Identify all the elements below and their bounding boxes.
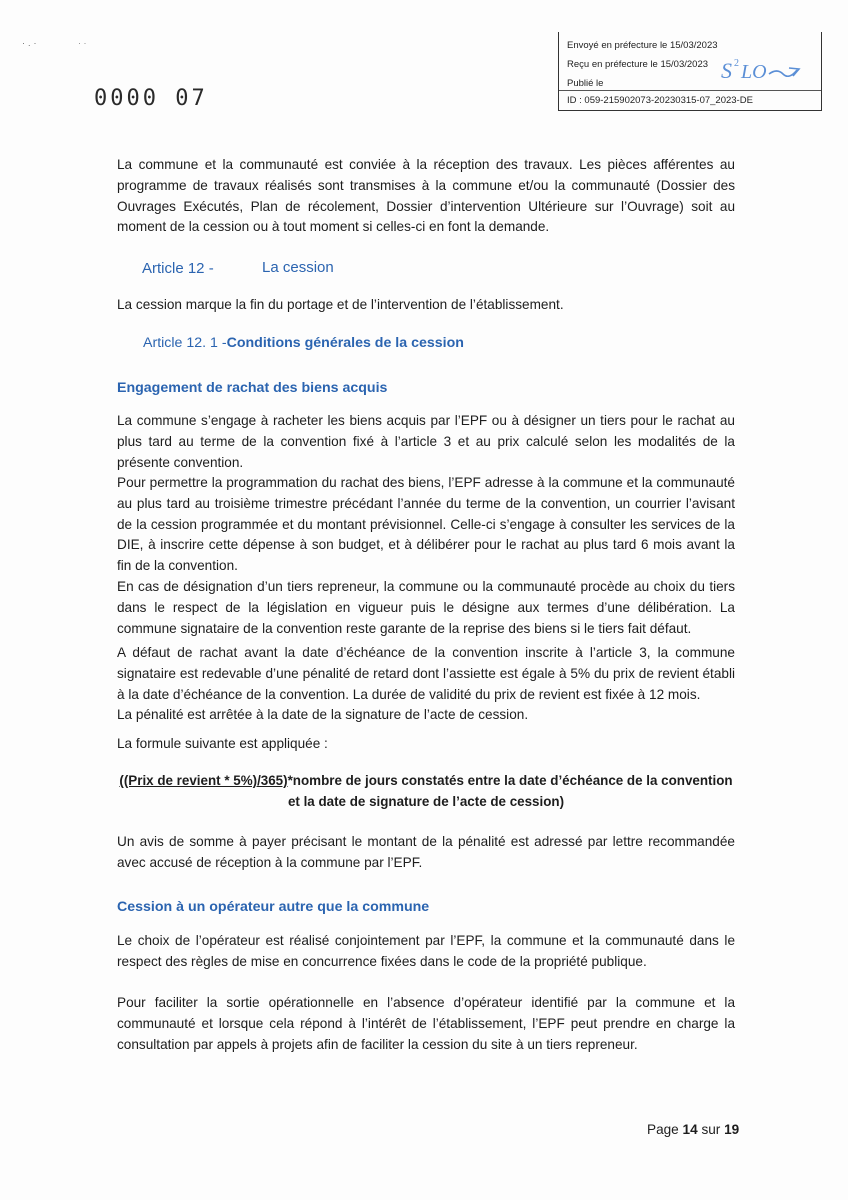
page-current: 14	[682, 1122, 698, 1137]
operateur-paragraph-1: Le choix de l’opérateur est réalisé conjointement par l’EPF, la commune et la communauté dans le respect des règles de mise en concurrence fixées dans le code de la propriété publique.	[117, 933, 735, 969]
scan-specks: ·.·	[22, 38, 40, 48]
rachat-paragraph-1: La commune s’engage à racheter les biens acquis par l’EPF ou à désigner un tiers pour le rachat au plus tard au terme de la convention fixé à l’article 3 et au prix calculé selon les modalités de la présente convention.	[117, 413, 735, 470]
stamp-published: Publié le	[567, 78, 604, 89]
page-separator: sur	[701, 1122, 721, 1137]
page-prefix: Page	[647, 1122, 679, 1137]
rachat-paragraph-7: Un avis de somme à payer précisant le montant de la pénalité est adressé par lettre recommandée avec accusé de réception à la commune par l’EPF.	[117, 834, 735, 870]
formula-line-1	[116, 770, 736, 791]
s2lo-logo	[719, 52, 809, 92]
rachat-paragraph-2: Pour permettre la programmation du rachat des biens, l’EPF adresse à la commune et la communauté au plus tard au troisième trimestre précédant l’année du terme de la convention, un courrier l’avisant de la cession programmée et du montant prévisionnel. Celle-ci s’engage à consulter les services de la DIE, à inscrire cette dépense à son budget, et à délibérer pour le rachat au plus tard 6 mois avant la fin de la convention.	[117, 475, 735, 574]
svg-text:2: 2	[734, 58, 739, 69]
stamp-id: ID : 059-215902073-20230315-07_2023-DE	[567, 95, 753, 106]
rachat-paragraph-6: La formule suivante est appliquée :	[117, 736, 328, 751]
page-number	[647, 1122, 739, 1137]
penalty-formula	[116, 770, 736, 812]
rachat-paragraph-5: La pénalité est arrêtée à la date de la signature de l’acte de cession.	[117, 707, 529, 722]
rachat-paragraph-4: A défaut de rachat avant la date d’échéance de la convention inscrite à l’article 3, la commune signataire est redevable d’une pénalité de retard dont l’assiette est égale à 5% du prix de revient établi à la date d’échéance de la convention. La durée de validité du prix de revient est fixée à 12 mois.	[117, 645, 735, 702]
article-12-title: La cession	[262, 259, 334, 276]
formula-line-2: et la date de signature de l’acte de cession)	[287, 794, 565, 809]
section-operateur-title: Cession à un opérateur autre que la commune	[117, 899, 430, 915]
formula-rest: *nombre de jours constatés entre la date d’échéance de la convention	[287, 773, 733, 788]
prefecture-stamp	[558, 32, 822, 111]
formula-underlined-part: ((Prix de revient * 5%)/365)	[119, 773, 288, 788]
section-rachat-title: Engagement de rachat des biens acquis	[117, 380, 388, 396]
intro-paragraph: La commune et la communauté est conviée à la réception des travaux. Les pièces afférentes au programme de travaux réalisés sont transmises à la commune et/ou la communauté (Dossier des Ouvrages Exécutés, Plan de récolement, Dossier d’intervention Ultérieure sur l’Ouvrage) soit au moment de la cession ou à tout moment si celles-ci en font la demande.	[117, 157, 735, 235]
scan-speck: · ·	[78, 38, 87, 48]
article-12-1-label: Article 12. 1 -	[143, 335, 227, 351]
svg-text:S: S	[721, 58, 732, 83]
article-12-1-heading	[143, 335, 464, 351]
article-12-1-title: Conditions générales de la cession	[226, 335, 464, 351]
svg-text:LO: LO	[741, 61, 767, 83]
article-12-intro: La cession marque la fin du portage et de l’intervention de l’établissement.	[117, 297, 564, 312]
operateur-paragraph-2: Pour faciliter la sortie opérationnelle en l’absence d’opérateur identifié par la commune et la communauté et lorsque cela répond à l’intérêt de l’établissement, l’EPF peut prendre en charge la consultation par appels à projets afin de faciliter la cession du site à un tiers repreneur.	[117, 995, 735, 1052]
document-number: 0000 07	[94, 86, 208, 111]
stamp-sent-date: Envoyé en préfecture le 15/03/2023	[567, 40, 718, 51]
page-total: 19	[724, 1122, 740, 1137]
stamp-received-date: Reçu en préfecture le 15/03/2023	[567, 59, 709, 70]
article-12-label: Article 12 -	[142, 260, 214, 277]
rachat-paragraph-3: En cas de désignation d’un tiers repreneur, la commune ou la communauté procède au choix du tiers dans le respect de la législation en vigueur puis le désigne aux termes d’une délibération. La commune signataire de la convention reste garante de la reprise des biens si le tiers fait défaut.	[117, 579, 735, 636]
